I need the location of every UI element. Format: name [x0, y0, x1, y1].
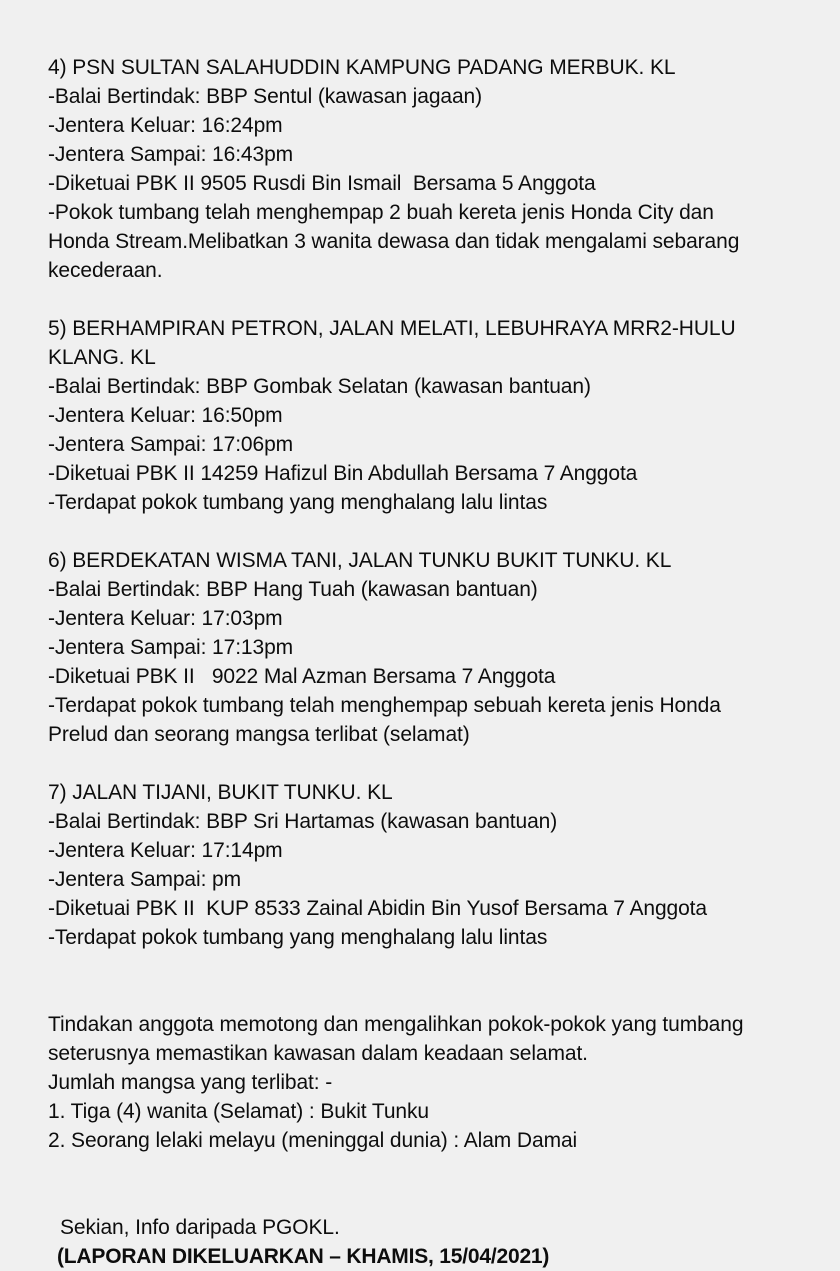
- incident-detail-balai: -Balai Bertindak: BBP Sentul (kawasan jagaan): [48, 85, 483, 108]
- summary-block: [48, 1010, 765, 1155]
- incident-detail-jentera-keluar: -Jentera Keluar: 16:24pm: [48, 114, 283, 137]
- incident-report-5: [48, 314, 765, 517]
- incident-detail-balai: -Balai Bertindak: BBP Sri Hartamas (kawasan bantuan): [48, 810, 558, 833]
- incident-detail-balai: -Balai Bertindak: BBP Gombak Selatan (kawasan bantuan): [48, 375, 591, 398]
- summary-victim-item: 1. Tiga (4) wanita (Selamat) : Bukit Tunku: [48, 1100, 429, 1123]
- incident-detail-jentera-sampai: -Jentera Sampai: pm: [48, 868, 242, 891]
- incident-heading: 7) JALAN TIJANI, BUKIT TUNKU. KL: [48, 781, 393, 804]
- incident-detail-diketuai: -Diketuai PBK II 9505 Rusdi Bin Ismail Bersama 5 Anggota: [48, 172, 596, 195]
- incident-report-7: [48, 778, 765, 952]
- incident-detail-description: -Terdapat pokok tumbang yang menghalang lalu lintas: [48, 926, 548, 949]
- summary-victim-item: 2. Seorang lelaki melayu (meninggal dunia) : Alam Damai: [48, 1129, 578, 1152]
- incident-detail-diketuai: -Diketuai PBK II 14259 Hafizul Bin Abdullah Bersama 7 Anggota: [48, 462, 638, 485]
- incident-heading: 6) BERDEKATAN WISMA TANI, JALAN TUNKU BUKIT TUNKU. KL: [48, 549, 672, 572]
- incident-heading: 5) BERHAMPIRAN PETRON, JALAN MELATI, LEBUHRAYA MRR2-HULU KLANG. KL: [48, 317, 742, 369]
- incident-detail-diketuai: -Diketuai PBK II KUP 8533 Zainal Abidin Bin Yusof Bersama 7 Anggota: [48, 897, 707, 920]
- incident-detail-diketuai: -Diketuai PBK II 9022 Mal Azman Bersama 7 Anggota: [48, 665, 556, 688]
- incident-detail-description: -Terdapat pokok tumbang telah menghempap sebuah kereta jenis Honda Prelud dan seorang mangsa terlibat (selamat): [48, 694, 727, 746]
- incident-detail-jentera-keluar: -Jentera Keluar: 17:14pm: [48, 839, 283, 862]
- footer-block: [48, 1213, 765, 1271]
- incident-detail-jentera-keluar: -Jentera Keluar: 17:03pm: [48, 607, 283, 630]
- incident-detail-jentera-sampai: -Jentera Sampai: 17:06pm: [48, 433, 294, 456]
- summary-action-text: Tindakan anggota memotong dan mengalihkan pokok-pokok yang tumbang seterusnya memastikan kawasan dalam keadaan selamat.: [48, 1013, 750, 1065]
- footer-sign-off: Sekian, Info daripada PGOKL.: [60, 1216, 340, 1239]
- footer-release-note: (LAPORAN DIKELUARKAN – KHAMIS, 15/04/2021): [57, 1245, 550, 1268]
- incident-detail-jentera-keluar: -Jentera Keluar: 16:50pm: [48, 404, 283, 427]
- incident-report-4: [48, 53, 765, 285]
- incident-report-6: [48, 546, 765, 749]
- incident-detail-description: -Pokok tumbang telah menghempap 2 buah kereta jenis Honda City dan Honda Stream.Melibatkan 3 wanita dewasa dan tidak mengalami sebarang kecederaan.: [48, 201, 746, 282]
- incident-detail-jentera-sampai: -Jentera Sampai: 17:13pm: [48, 636, 294, 659]
- incident-detail-balai: -Balai Bertindak: BBP Hang Tuah (kawasan bantuan): [48, 578, 538, 601]
- summary-victims-label: Jumlah mangsa yang terlibat: -: [48, 1071, 333, 1094]
- incident-heading: 4) PSN SULTAN SALAHUDDIN KAMPUNG PADANG MERBUK. KL: [48, 56, 676, 79]
- incident-detail-jentera-sampai: -Jentera Sampai: 16:43pm: [48, 143, 294, 166]
- incident-detail-description: -Terdapat pokok tumbang yang menghalang lalu lintas: [48, 491, 548, 514]
